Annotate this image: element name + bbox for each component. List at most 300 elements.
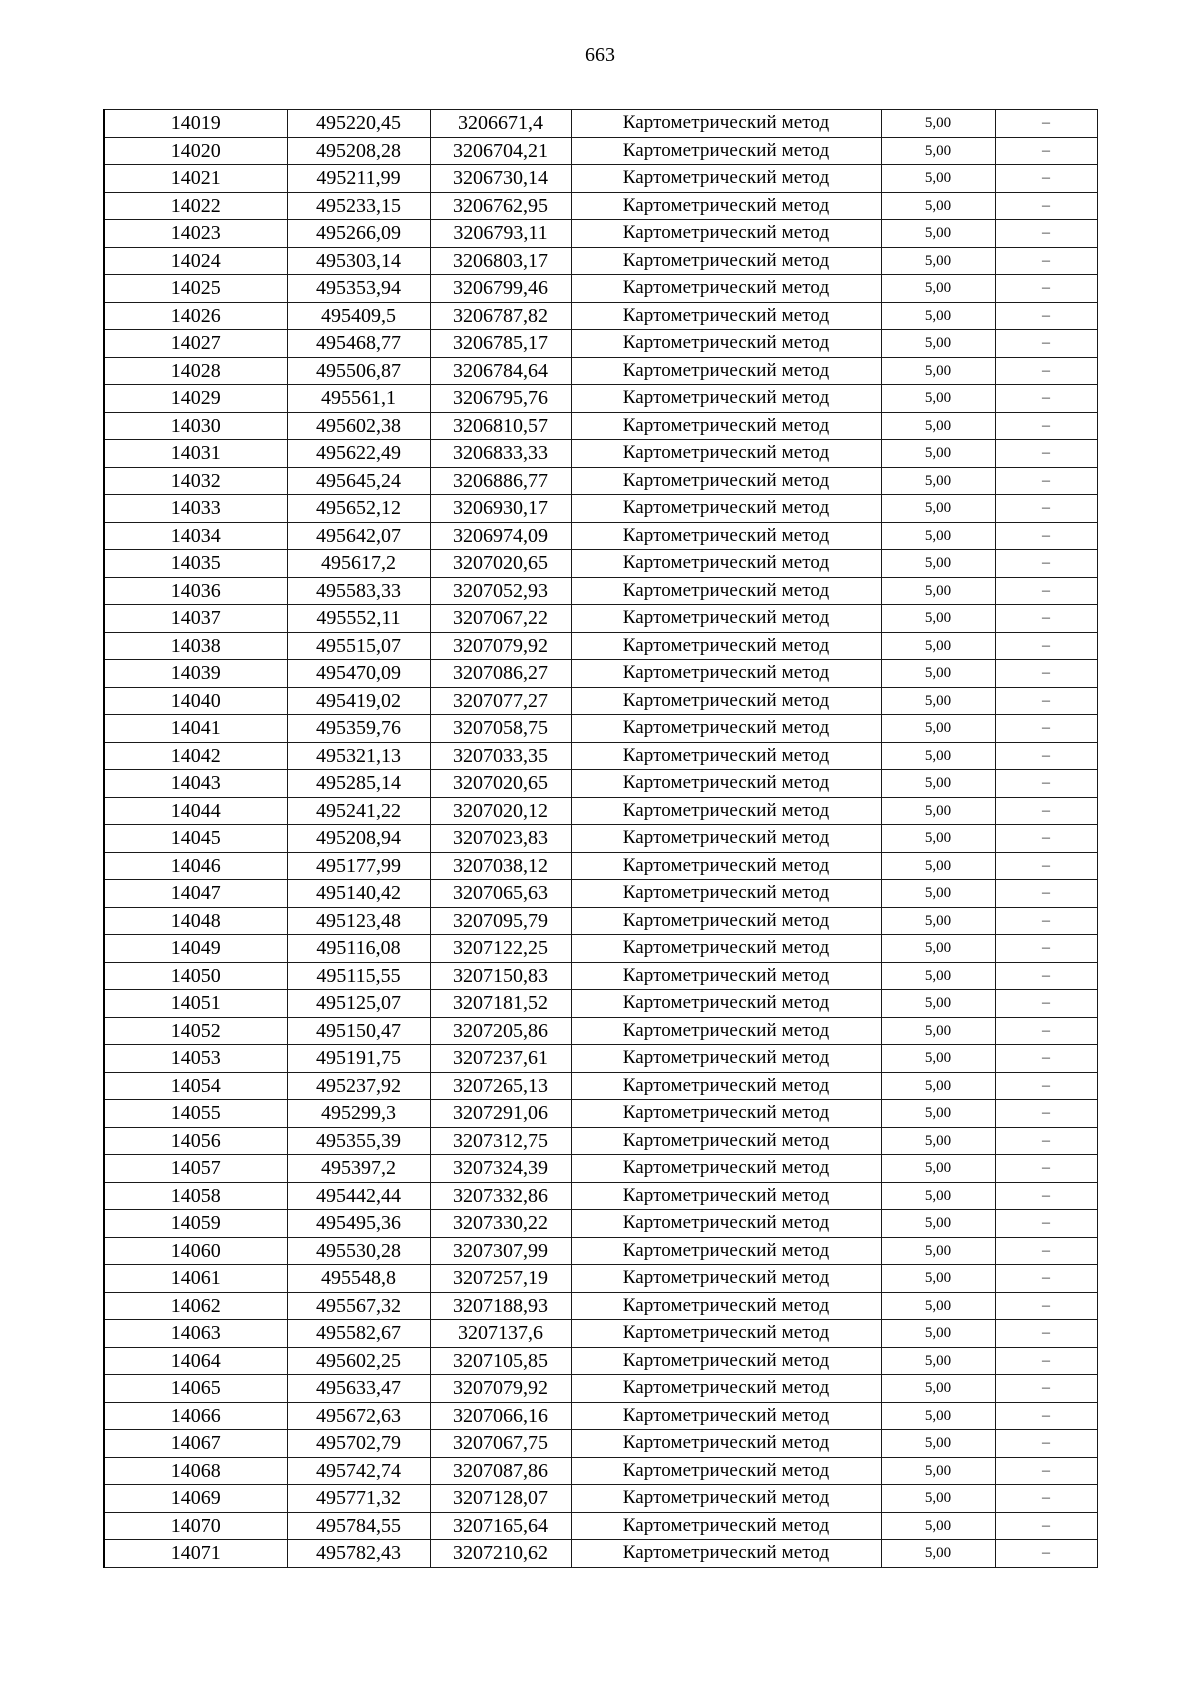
table-row bbox=[104, 1155, 1097, 1183]
method-cell: Картометрический метод bbox=[571, 1155, 881, 1183]
y-coordinate-cell: 3207257,19 bbox=[430, 1265, 571, 1293]
method-cell: Картометрический метод bbox=[571, 935, 881, 963]
accuracy-cell: 5,00 bbox=[881, 275, 995, 303]
x-coordinate-cell: 495191,75 bbox=[287, 1045, 430, 1073]
point-number-cell: 14031 bbox=[104, 440, 287, 468]
table-row bbox=[104, 385, 1097, 413]
method-cell: Картометрический метод bbox=[571, 632, 881, 660]
point-number-cell: 14054 bbox=[104, 1072, 287, 1100]
y-coordinate-cell: 3207324,39 bbox=[430, 1155, 571, 1183]
page-number: 663 bbox=[585, 44, 615, 66]
table-row bbox=[104, 907, 1097, 935]
note-cell: – bbox=[995, 797, 1097, 825]
accuracy-cell: 5,00 bbox=[881, 1127, 995, 1155]
x-coordinate-cell: 495702,79 bbox=[287, 1430, 430, 1458]
x-coordinate-cell: 495602,25 bbox=[287, 1347, 430, 1375]
note-cell: – bbox=[995, 577, 1097, 605]
point-number-cell: 14041 bbox=[104, 715, 287, 743]
table-row bbox=[104, 880, 1097, 908]
table-row bbox=[104, 990, 1097, 1018]
y-coordinate-cell: 3207105,85 bbox=[430, 1347, 571, 1375]
method-cell: Картометрический метод bbox=[571, 797, 881, 825]
table-row bbox=[104, 1540, 1097, 1568]
table-row bbox=[104, 467, 1097, 495]
accuracy-cell: 5,00 bbox=[881, 687, 995, 715]
table-row bbox=[104, 550, 1097, 578]
accuracy-cell: 5,00 bbox=[881, 797, 995, 825]
table-row bbox=[104, 1512, 1097, 1540]
method-cell: Картометрический метод bbox=[571, 1265, 881, 1293]
x-coordinate-cell: 495355,39 bbox=[287, 1127, 430, 1155]
method-cell: Картометрический метод bbox=[571, 357, 881, 385]
note-cell: – bbox=[995, 1512, 1097, 1540]
x-coordinate-cell: 495561,1 bbox=[287, 385, 430, 413]
method-cell: Картометрический метод bbox=[571, 522, 881, 550]
table-row bbox=[104, 770, 1097, 798]
accuracy-cell: 5,00 bbox=[881, 962, 995, 990]
point-number-cell: 14067 bbox=[104, 1430, 287, 1458]
accuracy-cell: 5,00 bbox=[881, 1072, 995, 1100]
x-coordinate-cell: 495645,24 bbox=[287, 467, 430, 495]
point-number-cell: 14056 bbox=[104, 1127, 287, 1155]
note-cell: – bbox=[995, 1347, 1097, 1375]
y-coordinate-cell: 3207150,83 bbox=[430, 962, 571, 990]
y-coordinate-cell: 3207020,65 bbox=[430, 550, 571, 578]
accuracy-cell: 5,00 bbox=[881, 1210, 995, 1238]
note-cell: – bbox=[995, 550, 1097, 578]
note-cell: – bbox=[995, 385, 1097, 413]
note-cell: – bbox=[995, 1485, 1097, 1513]
point-number-cell: 14053 bbox=[104, 1045, 287, 1073]
y-coordinate-cell: 3207122,25 bbox=[430, 935, 571, 963]
method-cell: Картометрический метод bbox=[571, 330, 881, 358]
method-cell: Картометрический метод bbox=[571, 110, 881, 138]
y-coordinate-cell: 3207330,22 bbox=[430, 1210, 571, 1238]
accuracy-cell: 5,00 bbox=[881, 577, 995, 605]
accuracy-cell: 5,00 bbox=[881, 110, 995, 138]
accuracy-cell: 5,00 bbox=[881, 1430, 995, 1458]
accuracy-cell: 5,00 bbox=[881, 1540, 995, 1568]
method-cell: Картометрический метод bbox=[571, 550, 881, 578]
note-cell: – bbox=[995, 1292, 1097, 1320]
accuracy-cell: 5,00 bbox=[881, 880, 995, 908]
accuracy-cell: 5,00 bbox=[881, 1292, 995, 1320]
y-coordinate-cell: 3206886,77 bbox=[430, 467, 571, 495]
note-cell: – bbox=[995, 1402, 1097, 1430]
y-coordinate-cell: 3206730,14 bbox=[430, 165, 571, 193]
point-number-cell: 14062 bbox=[104, 1292, 287, 1320]
x-coordinate-cell: 495397,2 bbox=[287, 1155, 430, 1183]
y-coordinate-cell: 3207086,27 bbox=[430, 660, 571, 688]
accuracy-cell: 5,00 bbox=[881, 1457, 995, 1485]
y-coordinate-cell: 3206784,64 bbox=[430, 357, 571, 385]
note-cell: – bbox=[995, 1430, 1097, 1458]
note-cell: – bbox=[995, 247, 1097, 275]
method-cell: Картометрический метод bbox=[571, 962, 881, 990]
note-cell: – bbox=[995, 330, 1097, 358]
note-cell: – bbox=[995, 1265, 1097, 1293]
note-cell: – bbox=[995, 1237, 1097, 1265]
x-coordinate-cell: 495303,14 bbox=[287, 247, 430, 275]
y-coordinate-cell: 3206833,33 bbox=[430, 440, 571, 468]
method-cell: Картометрический метод bbox=[571, 1045, 881, 1073]
x-coordinate-cell: 495177,99 bbox=[287, 852, 430, 880]
coordinates-table bbox=[103, 109, 1098, 1568]
method-cell: Картометрический метод bbox=[571, 605, 881, 633]
y-coordinate-cell: 3207067,22 bbox=[430, 605, 571, 633]
method-cell: Картометрический метод bbox=[571, 742, 881, 770]
y-coordinate-cell: 3207205,86 bbox=[430, 1017, 571, 1045]
method-cell: Картометрический метод bbox=[571, 1402, 881, 1430]
y-coordinate-cell: 3207307,99 bbox=[430, 1237, 571, 1265]
y-coordinate-cell: 3207079,92 bbox=[430, 1375, 571, 1403]
method-cell: Картометрический метод bbox=[571, 1540, 881, 1568]
x-coordinate-cell: 495617,2 bbox=[287, 550, 430, 578]
x-coordinate-cell: 495506,87 bbox=[287, 357, 430, 385]
method-cell: Картометрический метод bbox=[571, 1237, 881, 1265]
point-number-cell: 14065 bbox=[104, 1375, 287, 1403]
note-cell: – bbox=[995, 1100, 1097, 1128]
y-coordinate-cell: 3206799,46 bbox=[430, 275, 571, 303]
x-coordinate-cell: 495470,09 bbox=[287, 660, 430, 688]
note-cell: – bbox=[995, 715, 1097, 743]
y-coordinate-cell: 3206974,09 bbox=[430, 522, 571, 550]
point-number-cell: 14034 bbox=[104, 522, 287, 550]
accuracy-cell: 5,00 bbox=[881, 1320, 995, 1348]
accuracy-cell: 5,00 bbox=[881, 1265, 995, 1293]
point-number-cell: 14051 bbox=[104, 990, 287, 1018]
x-coordinate-cell: 495582,67 bbox=[287, 1320, 430, 1348]
accuracy-cell: 5,00 bbox=[881, 1485, 995, 1513]
table-row bbox=[104, 165, 1097, 193]
x-coordinate-cell: 495515,07 bbox=[287, 632, 430, 660]
point-number-cell: 14035 bbox=[104, 550, 287, 578]
point-number-cell: 14047 bbox=[104, 880, 287, 908]
method-cell: Картометрический метод bbox=[571, 412, 881, 440]
note-cell: – bbox=[995, 742, 1097, 770]
method-cell: Картометрический метод bbox=[571, 660, 881, 688]
accuracy-cell: 5,00 bbox=[881, 660, 995, 688]
accuracy-cell: 5,00 bbox=[881, 137, 995, 165]
method-cell: Картометрический метод bbox=[571, 1210, 881, 1238]
table-row bbox=[104, 1347, 1097, 1375]
method-cell: Картометрический метод bbox=[571, 852, 881, 880]
point-number-cell: 14070 bbox=[104, 1512, 287, 1540]
point-number-cell: 14052 bbox=[104, 1017, 287, 1045]
table-row bbox=[104, 577, 1097, 605]
point-number-cell: 14063 bbox=[104, 1320, 287, 1348]
note-cell: – bbox=[995, 220, 1097, 248]
y-coordinate-cell: 3206704,21 bbox=[430, 137, 571, 165]
x-coordinate-cell: 495784,55 bbox=[287, 1512, 430, 1540]
y-coordinate-cell: 3207067,75 bbox=[430, 1430, 571, 1458]
x-coordinate-cell: 495140,42 bbox=[287, 880, 430, 908]
accuracy-cell: 5,00 bbox=[881, 1402, 995, 1430]
method-cell: Картометрический метод bbox=[571, 907, 881, 935]
x-coordinate-cell: 495123,48 bbox=[287, 907, 430, 935]
x-coordinate-cell: 495567,32 bbox=[287, 1292, 430, 1320]
table-row bbox=[104, 137, 1097, 165]
y-coordinate-cell: 3207038,12 bbox=[430, 852, 571, 880]
x-coordinate-cell: 495771,32 bbox=[287, 1485, 430, 1513]
note-cell: – bbox=[995, 1182, 1097, 1210]
note-cell: – bbox=[995, 1320, 1097, 1348]
table-row bbox=[104, 412, 1097, 440]
x-coordinate-cell: 495468,77 bbox=[287, 330, 430, 358]
y-coordinate-cell: 3207065,63 bbox=[430, 880, 571, 908]
x-coordinate-cell: 495353,94 bbox=[287, 275, 430, 303]
method-cell: Картометрический метод bbox=[571, 687, 881, 715]
point-number-cell: 14030 bbox=[104, 412, 287, 440]
point-number-cell: 14069 bbox=[104, 1485, 287, 1513]
method-cell: Картометрический метод bbox=[571, 495, 881, 523]
point-number-cell: 14048 bbox=[104, 907, 287, 935]
point-number-cell: 14057 bbox=[104, 1155, 287, 1183]
point-number-cell: 14050 bbox=[104, 962, 287, 990]
y-coordinate-cell: 3207188,93 bbox=[430, 1292, 571, 1320]
note-cell: – bbox=[995, 357, 1097, 385]
point-number-cell: 14046 bbox=[104, 852, 287, 880]
method-cell: Картометрический метод bbox=[571, 275, 881, 303]
note-cell: – bbox=[995, 275, 1097, 303]
x-coordinate-cell: 495652,12 bbox=[287, 495, 430, 523]
method-cell: Картометрический метод bbox=[571, 1100, 881, 1128]
x-coordinate-cell: 495642,07 bbox=[287, 522, 430, 550]
note-cell: – bbox=[995, 440, 1097, 468]
method-cell: Картометрический метод bbox=[571, 990, 881, 1018]
point-number-cell: 14026 bbox=[104, 302, 287, 330]
y-coordinate-cell: 3207332,86 bbox=[430, 1182, 571, 1210]
y-coordinate-cell: 3206671,4 bbox=[430, 110, 571, 138]
accuracy-cell: 5,00 bbox=[881, 1100, 995, 1128]
method-cell: Картометрический метод bbox=[571, 770, 881, 798]
point-number-cell: 14020 bbox=[104, 137, 287, 165]
accuracy-cell: 5,00 bbox=[881, 192, 995, 220]
x-coordinate-cell: 495495,36 bbox=[287, 1210, 430, 1238]
note-cell: – bbox=[995, 1540, 1097, 1568]
note-cell: – bbox=[995, 935, 1097, 963]
y-coordinate-cell: 3206930,17 bbox=[430, 495, 571, 523]
note-cell: – bbox=[995, 605, 1097, 633]
note-cell: – bbox=[995, 770, 1097, 798]
y-coordinate-cell: 3206793,11 bbox=[430, 220, 571, 248]
point-number-cell: 14023 bbox=[104, 220, 287, 248]
x-coordinate-cell: 495409,5 bbox=[287, 302, 430, 330]
point-number-cell: 14044 bbox=[104, 797, 287, 825]
table-row bbox=[104, 962, 1097, 990]
table-row bbox=[104, 302, 1097, 330]
x-coordinate-cell: 495530,28 bbox=[287, 1237, 430, 1265]
table-row bbox=[104, 192, 1097, 220]
accuracy-cell: 5,00 bbox=[881, 605, 995, 633]
x-coordinate-cell: 495622,49 bbox=[287, 440, 430, 468]
table-row bbox=[104, 1100, 1097, 1128]
accuracy-cell: 5,00 bbox=[881, 1155, 995, 1183]
accuracy-cell: 5,00 bbox=[881, 385, 995, 413]
method-cell: Картометрический метод bbox=[571, 880, 881, 908]
table-row bbox=[104, 1457, 1097, 1485]
accuracy-cell: 5,00 bbox=[881, 247, 995, 275]
note-cell: – bbox=[995, 1127, 1097, 1155]
x-coordinate-cell: 495211,99 bbox=[287, 165, 430, 193]
accuracy-cell: 5,00 bbox=[881, 522, 995, 550]
note-cell: – bbox=[995, 1210, 1097, 1238]
accuracy-cell: 5,00 bbox=[881, 550, 995, 578]
table-row bbox=[104, 440, 1097, 468]
table-row bbox=[104, 247, 1097, 275]
x-coordinate-cell: 495241,22 bbox=[287, 797, 430, 825]
method-cell: Картометрический метод bbox=[571, 1457, 881, 1485]
accuracy-cell: 5,00 bbox=[881, 440, 995, 468]
x-coordinate-cell: 495359,76 bbox=[287, 715, 430, 743]
method-cell: Картометрический метод bbox=[571, 1292, 881, 1320]
accuracy-cell: 5,00 bbox=[881, 467, 995, 495]
point-number-cell: 14045 bbox=[104, 825, 287, 853]
accuracy-cell: 5,00 bbox=[881, 1182, 995, 1210]
x-coordinate-cell: 495299,3 bbox=[287, 1100, 430, 1128]
method-cell: Картометрический метод bbox=[571, 165, 881, 193]
y-coordinate-cell: 3206785,17 bbox=[430, 330, 571, 358]
x-coordinate-cell: 495208,28 bbox=[287, 137, 430, 165]
point-number-cell: 14043 bbox=[104, 770, 287, 798]
point-number-cell: 14071 bbox=[104, 1540, 287, 1568]
method-cell: Картометрический метод bbox=[571, 137, 881, 165]
method-cell: Картометрический метод bbox=[571, 220, 881, 248]
accuracy-cell: 5,00 bbox=[881, 220, 995, 248]
y-coordinate-cell: 3207237,61 bbox=[430, 1045, 571, 1073]
method-cell: Картометрический метод bbox=[571, 302, 881, 330]
x-coordinate-cell: 495583,33 bbox=[287, 577, 430, 605]
y-coordinate-cell: 3207052,93 bbox=[430, 577, 571, 605]
x-coordinate-cell: 495285,14 bbox=[287, 770, 430, 798]
table-row bbox=[104, 935, 1097, 963]
table-row bbox=[104, 632, 1097, 660]
method-cell: Картометрический метод bbox=[571, 1347, 881, 1375]
table-row bbox=[104, 1430, 1097, 1458]
table-row bbox=[104, 495, 1097, 523]
method-cell: Картометрический метод bbox=[571, 440, 881, 468]
method-cell: Картометрический метод bbox=[571, 1182, 881, 1210]
table-row bbox=[104, 1485, 1097, 1513]
accuracy-cell: 5,00 bbox=[881, 412, 995, 440]
table-row bbox=[104, 110, 1097, 138]
method-cell: Картометрический метод bbox=[571, 1375, 881, 1403]
method-cell: Картометрический метод bbox=[571, 1485, 881, 1513]
y-coordinate-cell: 3207291,06 bbox=[430, 1100, 571, 1128]
y-coordinate-cell: 3207020,65 bbox=[430, 770, 571, 798]
note-cell: – bbox=[995, 687, 1097, 715]
x-coordinate-cell: 495633,47 bbox=[287, 1375, 430, 1403]
point-number-cell: 14033 bbox=[104, 495, 287, 523]
accuracy-cell: 5,00 bbox=[881, 715, 995, 743]
note-cell: – bbox=[995, 880, 1097, 908]
method-cell: Картометрический метод bbox=[571, 1512, 881, 1540]
method-cell: Картометрический метод bbox=[571, 385, 881, 413]
method-cell: Картометрический метод bbox=[571, 1430, 881, 1458]
accuracy-cell: 5,00 bbox=[881, 1017, 995, 1045]
table-row bbox=[104, 220, 1097, 248]
x-coordinate-cell: 495548,8 bbox=[287, 1265, 430, 1293]
y-coordinate-cell: 3207095,79 bbox=[430, 907, 571, 935]
method-cell: Картометрический метод bbox=[571, 247, 881, 275]
x-coordinate-cell: 495602,38 bbox=[287, 412, 430, 440]
x-coordinate-cell: 495321,13 bbox=[287, 742, 430, 770]
table-row bbox=[104, 1182, 1097, 1210]
y-coordinate-cell: 3207165,64 bbox=[430, 1512, 571, 1540]
accuracy-cell: 5,00 bbox=[881, 165, 995, 193]
note-cell: – bbox=[995, 660, 1097, 688]
accuracy-cell: 5,00 bbox=[881, 495, 995, 523]
note-cell: – bbox=[995, 495, 1097, 523]
table-row bbox=[104, 357, 1097, 385]
table-row bbox=[104, 1210, 1097, 1238]
note-cell: – bbox=[995, 165, 1097, 193]
y-coordinate-cell: 3207023,83 bbox=[430, 825, 571, 853]
y-coordinate-cell: 3207087,86 bbox=[430, 1457, 571, 1485]
accuracy-cell: 5,00 bbox=[881, 302, 995, 330]
table-row bbox=[104, 1127, 1097, 1155]
note-cell: – bbox=[995, 907, 1097, 935]
accuracy-cell: 5,00 bbox=[881, 907, 995, 935]
x-coordinate-cell: 495266,09 bbox=[287, 220, 430, 248]
accuracy-cell: 5,00 bbox=[881, 742, 995, 770]
table-row bbox=[104, 1320, 1097, 1348]
y-coordinate-cell: 3206803,17 bbox=[430, 247, 571, 275]
x-coordinate-cell: 495552,11 bbox=[287, 605, 430, 633]
table-row bbox=[104, 797, 1097, 825]
accuracy-cell: 5,00 bbox=[881, 852, 995, 880]
x-coordinate-cell: 495742,74 bbox=[287, 1457, 430, 1485]
method-cell: Картометрический метод bbox=[571, 825, 881, 853]
note-cell: – bbox=[995, 1375, 1097, 1403]
x-coordinate-cell: 495150,47 bbox=[287, 1017, 430, 1045]
table-row bbox=[104, 852, 1097, 880]
note-cell: – bbox=[995, 110, 1097, 138]
x-coordinate-cell: 495233,15 bbox=[287, 192, 430, 220]
method-cell: Картометрический метод bbox=[571, 715, 881, 743]
point-number-cell: 14025 bbox=[104, 275, 287, 303]
x-coordinate-cell: 495220,45 bbox=[287, 110, 430, 138]
x-coordinate-cell: 495115,55 bbox=[287, 962, 430, 990]
point-number-cell: 14022 bbox=[104, 192, 287, 220]
x-coordinate-cell: 495442,44 bbox=[287, 1182, 430, 1210]
x-coordinate-cell: 495116,08 bbox=[287, 935, 430, 963]
table-row bbox=[104, 660, 1097, 688]
y-coordinate-cell: 3207312,75 bbox=[430, 1127, 571, 1155]
y-coordinate-cell: 3207020,12 bbox=[430, 797, 571, 825]
x-coordinate-cell: 495672,63 bbox=[287, 1402, 430, 1430]
y-coordinate-cell: 3206810,57 bbox=[430, 412, 571, 440]
note-cell: – bbox=[995, 1457, 1097, 1485]
table-row bbox=[104, 522, 1097, 550]
point-number-cell: 14032 bbox=[104, 467, 287, 495]
point-number-cell: 14042 bbox=[104, 742, 287, 770]
table-row bbox=[104, 1045, 1097, 1073]
accuracy-cell: 5,00 bbox=[881, 632, 995, 660]
coordinates-table-body bbox=[104, 110, 1097, 1568]
table-row bbox=[104, 1072, 1097, 1100]
point-number-cell: 14039 bbox=[104, 660, 287, 688]
y-coordinate-cell: 3207181,52 bbox=[430, 990, 571, 1018]
note-cell: – bbox=[995, 1072, 1097, 1100]
x-coordinate-cell: 495237,92 bbox=[287, 1072, 430, 1100]
note-cell: – bbox=[995, 1045, 1097, 1073]
table-row bbox=[104, 715, 1097, 743]
table-row bbox=[104, 1375, 1097, 1403]
y-coordinate-cell: 3207079,92 bbox=[430, 632, 571, 660]
y-coordinate-cell: 3207058,75 bbox=[430, 715, 571, 743]
table-row bbox=[104, 275, 1097, 303]
